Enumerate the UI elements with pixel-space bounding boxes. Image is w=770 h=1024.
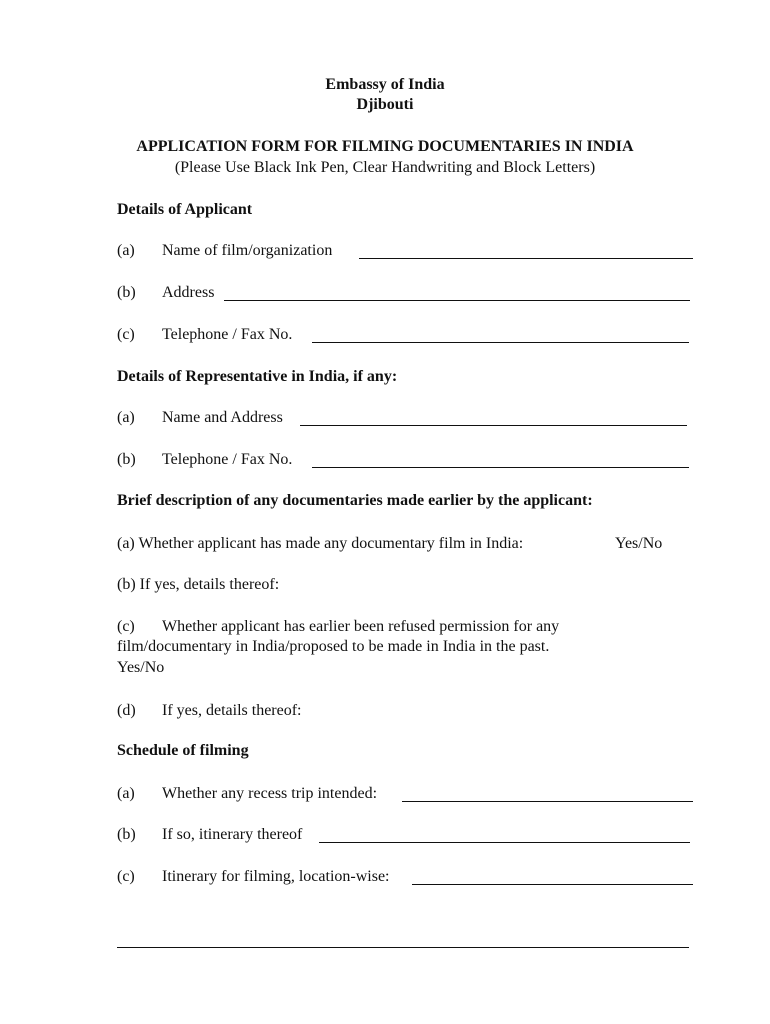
embassy-city: Djibouti xyxy=(356,96,414,113)
address-field[interactable] xyxy=(224,300,690,301)
section-heading-documentaries: Brief description of any documentaries made earlier by the applicant: xyxy=(117,492,593,509)
item-marker: (a) xyxy=(117,242,135,259)
item-marker: (a) xyxy=(117,409,135,426)
field-label-film-organization: Name of film/organization xyxy=(162,242,333,259)
itinerary-continuation-line[interactable] xyxy=(117,947,689,948)
form-title: APPLICATION FORM FOR FILMING DOCUMENTARIES IN INDIA xyxy=(136,138,634,155)
question-refused-permission: Whether applicant has earlier been refused permission for any xyxy=(162,618,560,635)
item-marker: (c) xyxy=(117,618,135,635)
form-instructions: (Please Use Black Ink Pen, Clear Handwriting and Block Letters) xyxy=(174,159,596,176)
field-label-representative-telephone: Telephone / Fax No. xyxy=(162,451,293,468)
field-label-itinerary-location: Itinerary for filming, location-wise: xyxy=(162,868,390,885)
section-heading-schedule: Schedule of filming xyxy=(117,742,249,759)
question-documentary-in-india: (a) Whether applicant has made any documentary film in India: xyxy=(117,535,524,552)
itinerary-location-field[interactable] xyxy=(412,884,693,885)
question-refused-permission-continued: film/documentary in India/proposed to be made in India in the past. xyxy=(117,638,550,655)
yes-no-choice[interactable]: Yes/No xyxy=(117,659,165,676)
item-marker: (d) xyxy=(117,702,136,719)
yes-no-choice[interactable]: Yes/No xyxy=(615,535,663,552)
telephone-fax-field[interactable] xyxy=(312,342,689,343)
field-label-recess-trip: Whether any recess trip intended: xyxy=(162,785,378,802)
field-label-telephone-fax: Telephone / Fax No. xyxy=(162,326,293,343)
field-label-address: Address xyxy=(162,284,215,301)
question-details-thereof: (b) If yes, details thereof: xyxy=(117,576,280,593)
section-heading-applicant: Details of Applicant xyxy=(117,201,253,218)
item-marker: (b) xyxy=(117,826,136,843)
representative-name-address-field[interactable] xyxy=(300,425,687,426)
embassy-name: Embassy of India xyxy=(325,76,445,93)
field-label-name-address: Name and Address xyxy=(162,409,283,426)
item-marker: (c) xyxy=(117,326,135,343)
item-marker: (c) xyxy=(117,868,135,885)
item-marker: (a) xyxy=(117,785,135,802)
section-heading-representative: Details of Representative in India, if any: xyxy=(117,368,398,385)
film-organization-field[interactable] xyxy=(359,258,693,259)
itinerary-field[interactable] xyxy=(319,842,690,843)
item-marker: (b) xyxy=(117,284,136,301)
field-label-itinerary: If so, itinerary thereof xyxy=(162,826,303,843)
recess-trip-field[interactable] xyxy=(402,801,693,802)
representative-telephone-field[interactable] xyxy=(312,467,689,468)
item-marker: (b) xyxy=(117,451,136,468)
question-refusal-details: If yes, details thereof: xyxy=(162,702,302,719)
